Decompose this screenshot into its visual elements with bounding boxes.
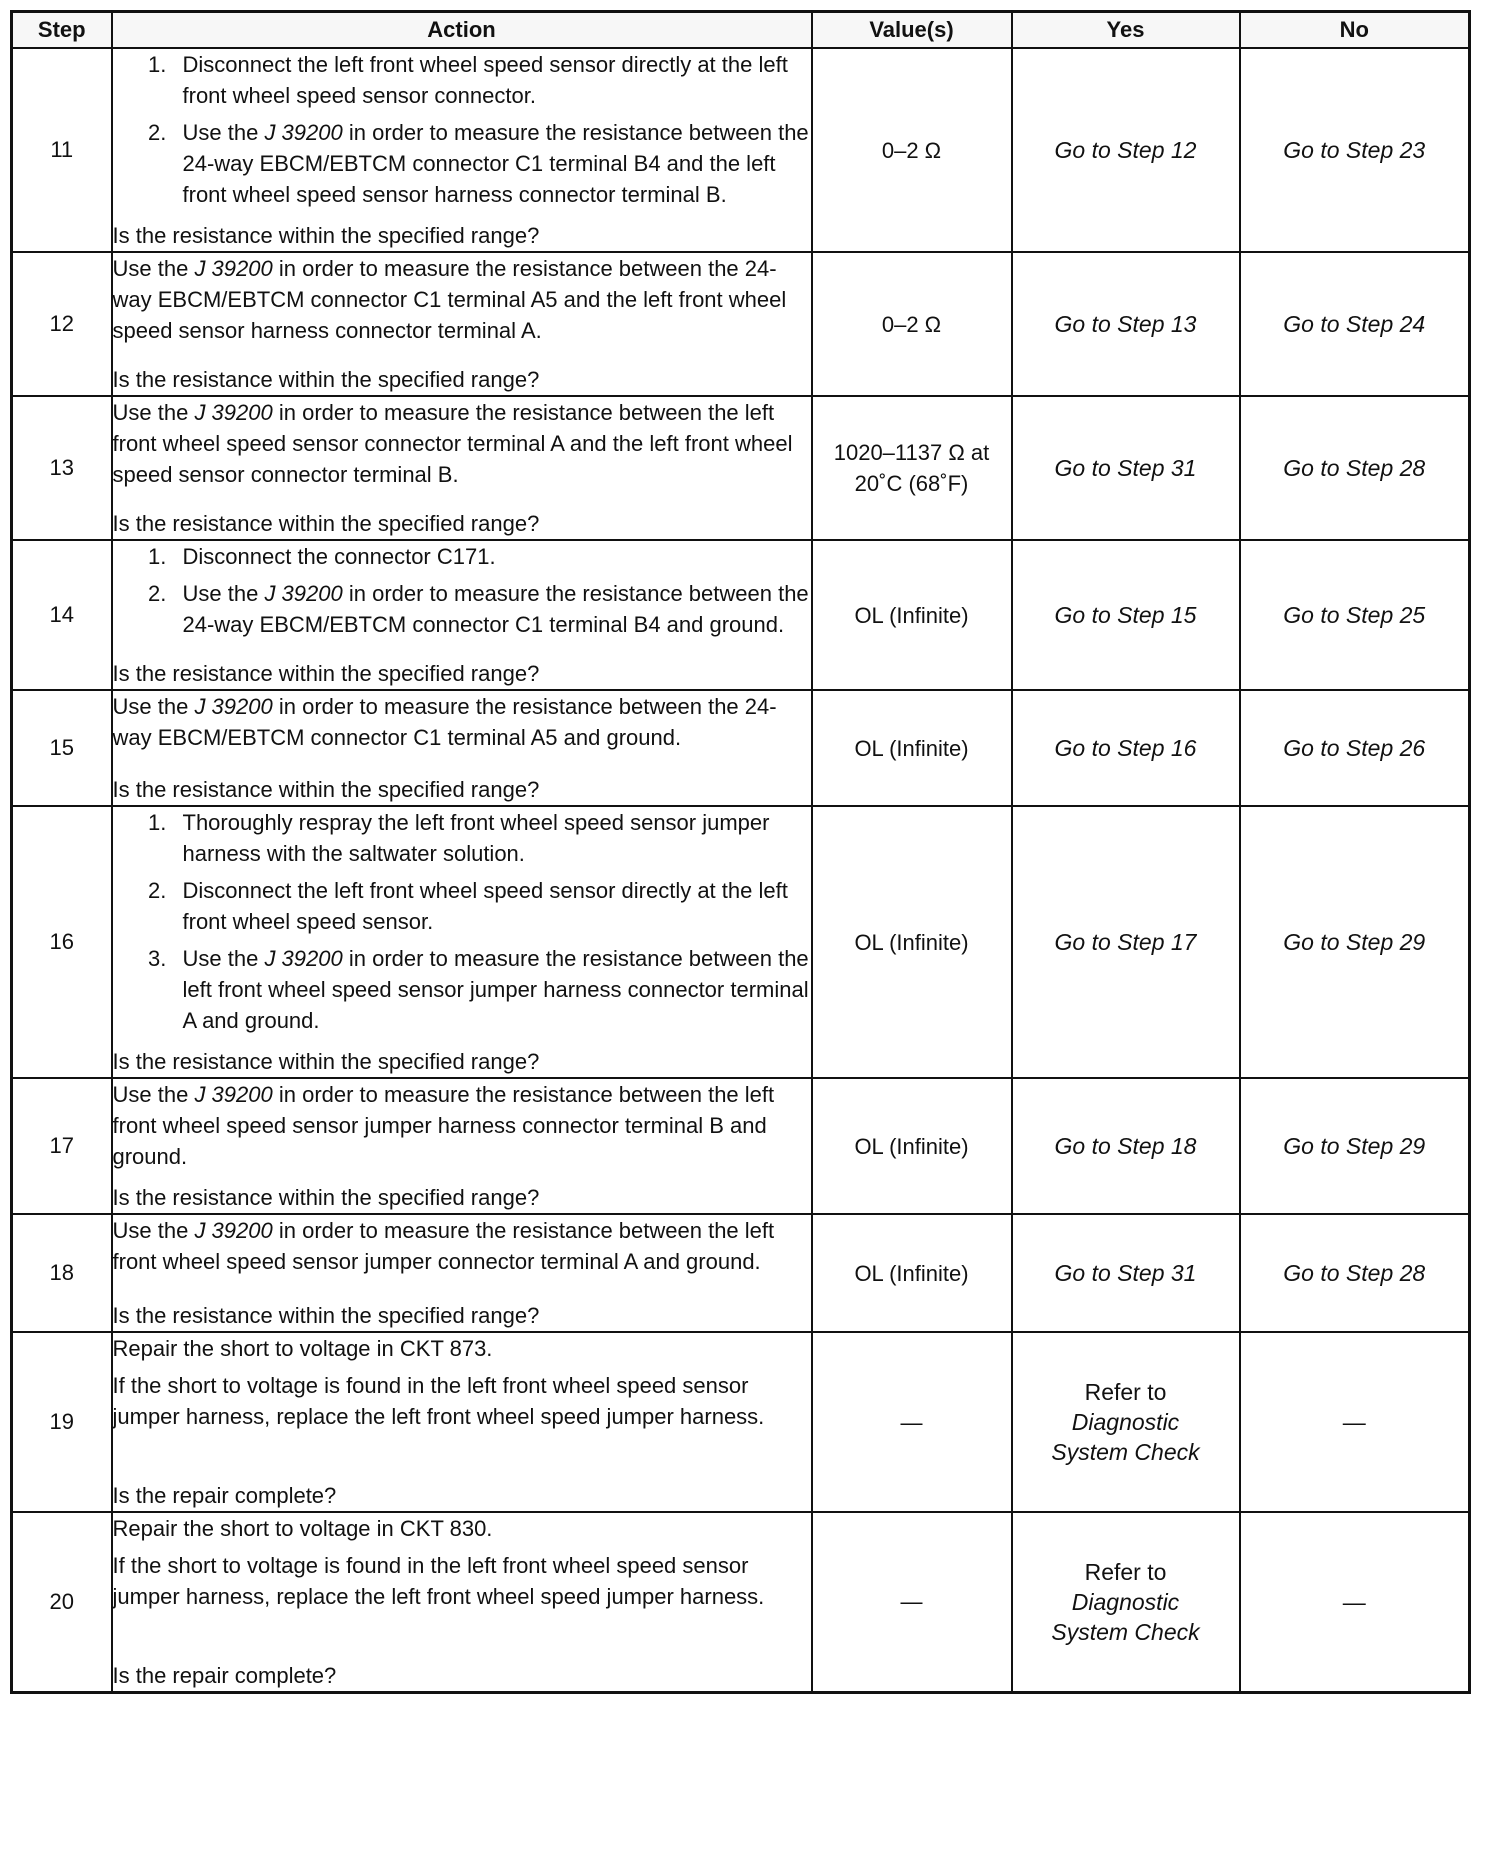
action-step-item [173,49,811,111]
action-cell [112,1512,812,1692]
action-paragraph [113,1370,811,1432]
header-step: Step [12,12,112,49]
action-question: Is the resistance within the specified range? [112,661,540,686]
action-question: Is the repair complete? [112,1662,337,1688]
action-content [113,49,811,251]
step-number: 14 [12,540,112,690]
action-step-item [173,541,811,572]
action-text-segment: Thoroughly respray the left front wheel speed sensor jumper harness with the saltwater solution. [182,810,770,866]
action-text-segment: in order to measure the resistance between the left front wheel speed sensor connector terminal A and the left front wheel speed sensor connector terminal B. [112,400,793,487]
action-cell [112,1078,812,1214]
table-body [12,48,1470,1692]
table-row [12,1214,1470,1332]
value-cell: — [812,1332,1012,1512]
yes-cell: Go to Step 18 [1012,1078,1240,1214]
value-cell: 0–2 Ω [812,252,1012,396]
step-number: 15 [12,690,112,806]
yes-cell [1012,1512,1240,1692]
value-cell: OL (Infinite) [812,1078,1012,1214]
no-cell: Go to Step 25 [1240,540,1470,690]
action-instructions [113,1333,811,1476]
action-text-segment: If the short to voltage is found in the left front wheel speed sensor jumper harness, replace the left front wheel speed jumper harness. [112,1373,765,1429]
action-text-segment: Use the [112,256,195,281]
action-step-list [113,49,811,210]
tool-name: J 39200 [194,694,273,719]
value-cell: 1020–1137 Ω at 20˚C (68˚F) [812,396,1012,540]
action-text-segment: in order to measure the resistance between the left front wheel speed sensor jumper connector terminal A and ground. [112,1218,775,1274]
action-instructions [113,1079,811,1178]
action-question: Is the resistance within the specified range? [112,223,540,248]
step-number: 19 [12,1332,112,1512]
action-text-segment: in order to measure the resistance between the 24-way EBCM/EBTCM connector C1 terminal A5 and ground. [112,694,777,750]
table-row [12,1078,1470,1214]
action-text-segment: in order to measure the resistance between the 24-way EBCM/EBTCM connector C1 terminal B4 and ground. [182,581,809,637]
action-question: Is the resistance within the specified range? [112,1303,540,1328]
action-paragraph [113,691,811,753]
action-paragraph [113,1079,811,1172]
header-no: No [1240,12,1470,49]
tool-name: J 39200 [194,1082,273,1107]
value-cell: OL (Infinite) [812,540,1012,690]
no-cell: Go to Step 28 [1240,1214,1470,1332]
table-row [12,690,1470,806]
action-content [113,253,811,395]
action-paragraph [113,253,811,346]
step-number: 16 [12,806,112,1078]
no-cell: Go to Step 23 [1240,48,1470,252]
action-text-segment: Disconnect the left front wheel speed sensor directly at the left front wheel speed sensor. [182,878,788,934]
action-content [113,1079,811,1213]
action-cell [112,806,812,1078]
step-number: 13 [12,396,112,540]
action-instructions [113,397,811,504]
no-cell: — [1240,1512,1470,1692]
action-instructions [113,541,811,654]
action-instructions [113,807,811,1042]
table-row [12,396,1470,540]
action-cell [112,690,812,806]
action-instructions [113,1513,811,1656]
step-number: 20 [12,1512,112,1692]
yes-system-check-link: System Check [1051,1439,1200,1465]
action-text-segment: If the short to voltage is found in the left front wheel speed sensor jumper harness, replace the left front wheel speed jumper harness. [112,1553,765,1609]
action-question: Is the resistance within the specified range? [112,511,540,536]
action-content [113,807,811,1077]
yes-cell: Go to Step 15 [1012,540,1240,690]
step-number: 18 [12,1214,112,1332]
step-number: 11 [12,48,112,252]
table-row [12,806,1470,1078]
diagnostic-table [10,10,1471,1694]
yes-refer-to: Refer to [1084,1379,1167,1405]
action-paragraph [113,1513,811,1544]
value-cell: 0–2 Ω [812,48,1012,252]
action-cell [112,48,812,252]
tool-name: J 39200 [194,256,273,281]
yes-cell: Go to Step 31 [1012,396,1240,540]
value-cell: — [812,1512,1012,1692]
action-text-segment: in order to measure the resistance between the 24-way EBCM/EBTCM connector C1 terminal A5 and the left front wheel speed sensor harness connector terminal A. [112,256,787,343]
action-question: Is the resistance within the specified range? [112,1049,540,1074]
action-text-segment: in order to measure the resistance between the left front wheel speed sensor jumper harness connector terminal B and ground. [112,1082,775,1169]
yes-cell: Go to Step 12 [1012,48,1240,252]
action-step-item [173,807,811,869]
action-text-segment: Use the [182,120,265,145]
value-cell: OL (Infinite) [812,1214,1012,1332]
no-cell: Go to Step 29 [1240,806,1470,1078]
action-text-segment: Use the [182,946,265,971]
yes-cell: Go to Step 31 [1012,1214,1240,1332]
action-content [113,1333,811,1511]
action-text-segment: Use the [112,400,195,425]
action-step-item [173,943,811,1036]
yes-refer-to: Refer to [1084,1558,1167,1585]
action-text-segment: in order to measure the resistance between the 24-way EBCM/EBTCM connector C1 terminal B4 and the left front wheel speed sensor harness connector terminal B. [182,120,809,207]
action-question: Is the resistance within the specified range? [112,1185,540,1210]
action-paragraph [113,1333,811,1364]
action-cell [112,1214,812,1332]
action-text-segment: Use the [112,1082,195,1107]
step-number: 12 [12,252,112,396]
action-instructions [113,691,811,770]
header-action: Action [112,12,812,49]
tool-name: J 39200 [194,1218,273,1243]
action-content [113,1513,811,1691]
no-cell: Go to Step 24 [1240,252,1470,396]
table-row [12,252,1470,396]
no-cell: — [1240,1332,1470,1512]
header-values: Value(s) [812,12,1012,49]
yes-diagnostic-link: Diagnostic [1071,1588,1180,1615]
step-number: 17 [12,1078,112,1214]
action-instructions [113,253,811,360]
action-text-segment: Use the [182,581,265,606]
action-question: Is the resistance within the specified range? [112,777,540,802]
tool-name: J 39200 [264,120,343,145]
no-cell: Go to Step 29 [1240,1078,1470,1214]
action-instructions [113,1215,811,1296]
yes-cell: Go to Step 16 [1012,690,1240,806]
table-header-row [12,12,1470,49]
action-step-item [173,117,811,210]
action-step-item [173,875,811,937]
yes-system-check-link: System Check [1051,1618,1200,1645]
action-cell [112,396,812,540]
action-step-list [113,541,811,640]
tool-name: J 39200 [264,946,343,971]
action-question: Is the resistance within the specified range? [112,367,540,392]
table-row [12,1332,1470,1512]
value-cell: OL (Infinite) [812,806,1012,1078]
action-content [113,691,811,805]
action-step-item [173,578,811,640]
action-text-segment: Repair the short to voltage in CKT 873. [112,1336,493,1361]
table-row [12,540,1470,690]
action-paragraph [113,397,811,490]
action-text-segment: Use the [112,1218,195,1243]
no-cell: Go to Step 28 [1240,396,1470,540]
action-instructions [113,49,811,216]
yes-cell: Go to Step 13 [1012,252,1240,396]
yes-diagnostic-link: Diagnostic [1071,1409,1180,1435]
action-text-segment: Disconnect the left front wheel speed sensor directly at the left front wheel speed sensor connector. [182,52,788,108]
tool-name: J 39200 [194,400,273,425]
action-question: Is the repair complete? [112,1483,337,1508]
action-cell [112,1332,812,1512]
table-row [12,1512,1470,1692]
tool-name: J 39200 [264,581,343,606]
action-text-segment: Disconnect the connector C171. [182,544,496,569]
yes-cell: Go to Step 17 [1012,806,1240,1078]
action-text-segment: Repair the short to voltage in CKT 830. [112,1516,493,1541]
action-cell [112,252,812,396]
action-paragraph [113,1215,811,1277]
action-text-segment: in order to measure the resistance between the left front wheel speed sensor jumper harness connector terminal A and ground. [182,946,809,1033]
action-text-segment: Use the [112,694,195,719]
action-content [113,541,811,689]
action-content [113,397,811,539]
yes-cell [1012,1332,1240,1512]
action-content [113,1215,811,1331]
action-paragraph [113,1550,811,1612]
action-step-list [113,807,811,1036]
value-cell: OL (Infinite) [812,690,1012,806]
action-cell [112,540,812,690]
table-row [12,48,1470,252]
no-cell: Go to Step 26 [1240,690,1470,806]
header-yes: Yes [1012,12,1240,49]
